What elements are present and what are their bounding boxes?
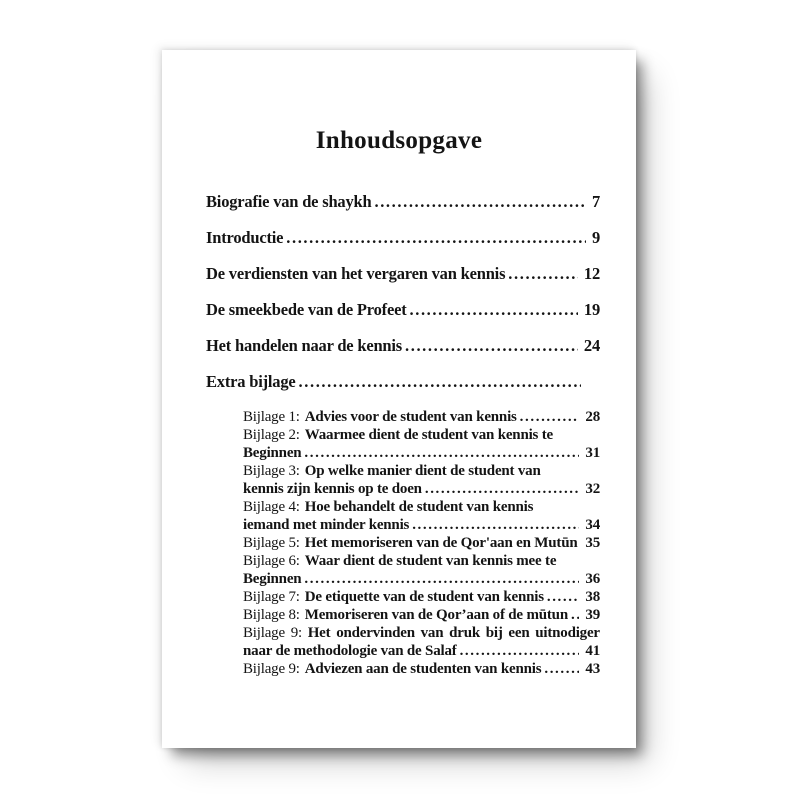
page-title: Inhoudsopgave [315, 127, 483, 154]
leader-dots [301, 570, 579, 588]
entry-prefix-word: 9: [290, 625, 302, 641]
entry-word: ondervinden [336, 625, 415, 641]
toc-entry [206, 372, 600, 392]
leader-dots [457, 642, 580, 660]
toc-sub-entry-line [243, 570, 600, 588]
page-number: 34 [585, 517, 600, 533]
entry-label: De etiquette van de student van kennis [304, 589, 544, 605]
leader-dots [422, 480, 580, 498]
entry-label: Hoe behandelt de student van kennis [304, 499, 534, 515]
entry-prefix: Bijlage 6: [243, 553, 300, 569]
page-number: 39 [585, 607, 600, 623]
leader-dots [407, 300, 578, 320]
toc-sub-entry-line [243, 534, 600, 552]
entry-prefix: Bijlage 9: [243, 661, 300, 677]
entry-label: Beginnen [243, 445, 302, 461]
entry-label: Adviezen aan de studenten van kennis [304, 661, 542, 677]
entry-prefix: Bijlage 4: [243, 499, 300, 515]
toc-sub-entry-line [243, 408, 600, 426]
page-number: 9 [591, 228, 600, 247]
page-number: 35 [585, 535, 600, 551]
toc-sub-entry-line [243, 498, 600, 516]
toc-entry [206, 192, 600, 212]
entry-label: Beginnen [243, 571, 302, 587]
entry-prefix: Bijlage 5: [243, 535, 300, 551]
page-number: 19 [583, 300, 600, 319]
leader-dots [544, 588, 580, 606]
leader-dots [283, 228, 586, 248]
entry-prefix: Bijlage 8: [243, 607, 300, 623]
toc-sub-entry-line [243, 516, 600, 534]
entry-label: Op welke manier dient de student van [304, 463, 541, 479]
toc-main-list [206, 192, 600, 392]
page-number: 41 [585, 643, 600, 659]
entry-label: iemand met minder kennis [243, 517, 410, 533]
toc-sub-entry-line [243, 444, 600, 462]
toc-entry [206, 264, 600, 284]
entry-word: bij [485, 625, 503, 641]
entry-prefix: Bijlage 3: [243, 463, 300, 479]
document-page [162, 50, 636, 748]
entry-label: kennis zijn kennis op te doen [243, 481, 422, 497]
toc-entry [206, 300, 600, 320]
entry-word: een [508, 625, 530, 641]
entry-label: De smeekbede van de Profeet [206, 300, 407, 319]
entry-prefix: Bijlage 1: [243, 409, 300, 425]
leader-dots [517, 408, 580, 426]
page-number: 38 [585, 589, 600, 605]
leader-dots [301, 444, 579, 462]
toc-sub-entry-line [243, 552, 600, 570]
entry-word: Het [307, 625, 331, 641]
entry-prefix: Bijlage 2: [243, 427, 300, 443]
leader-dots [505, 264, 578, 284]
toc-sub-entry-line [243, 624, 600, 642]
entry-label: Biografie van de shaykh [206, 192, 372, 211]
toc-sub-entry-line [243, 480, 600, 498]
entry-label: Waar dient de student van kennis mee te [304, 553, 557, 569]
entry-label: Waarmee dient de student van kennis te [304, 427, 553, 443]
page-number: 43 [585, 661, 600, 677]
entry-label: Extra bijlage [206, 372, 296, 391]
leader-dots [296, 372, 581, 392]
toc-sub-entry-line [243, 588, 600, 606]
entry-label: Het handelen naar de kennis [206, 336, 402, 355]
page-number: 24 [583, 336, 600, 355]
entry-prefix-word: Bijlage [243, 625, 285, 641]
toc-entry [206, 228, 600, 248]
toc-sub-entry-line [243, 426, 600, 444]
leader-dots [371, 192, 585, 212]
page-number: 28 [585, 409, 600, 425]
page-number: 36 [585, 571, 600, 587]
entry-word: van [420, 625, 444, 641]
toc-sub-entry-line [243, 606, 600, 624]
entry-word: druk [449, 625, 480, 641]
entry-word: uitnodiger [535, 625, 600, 641]
page-number: 7 [591, 192, 600, 211]
page-number: 12 [583, 264, 600, 283]
entry-label: Advies voor de student van kennis [304, 409, 517, 425]
table-of-contents [206, 192, 600, 678]
leader-dots [568, 606, 579, 624]
toc-entry [206, 336, 600, 356]
page-number: 32 [585, 481, 600, 497]
toc-sub-list [243, 408, 600, 678]
toc-sub-entry-line [243, 660, 600, 678]
entry-prefix: Bijlage 7: [243, 589, 300, 605]
toc-sub-entry-line [243, 462, 600, 480]
leader-dots [409, 516, 579, 534]
entry-label: naar de methodologie van de Salaf [243, 643, 457, 659]
leader-dots [541, 660, 579, 678]
page-number: 31 [585, 445, 600, 461]
entry-label: Memoriseren van de Qor’aan of de mūtun [304, 607, 568, 623]
entry-label: Introductie [206, 228, 284, 247]
entry-label: De verdiensten van het vergaren van kennis [206, 264, 506, 283]
leader-dots [402, 336, 578, 356]
entry-label: Het memoriseren van de Qor'aan en Mutūn [304, 535, 578, 551]
toc-sub-entry-line [243, 642, 600, 660]
